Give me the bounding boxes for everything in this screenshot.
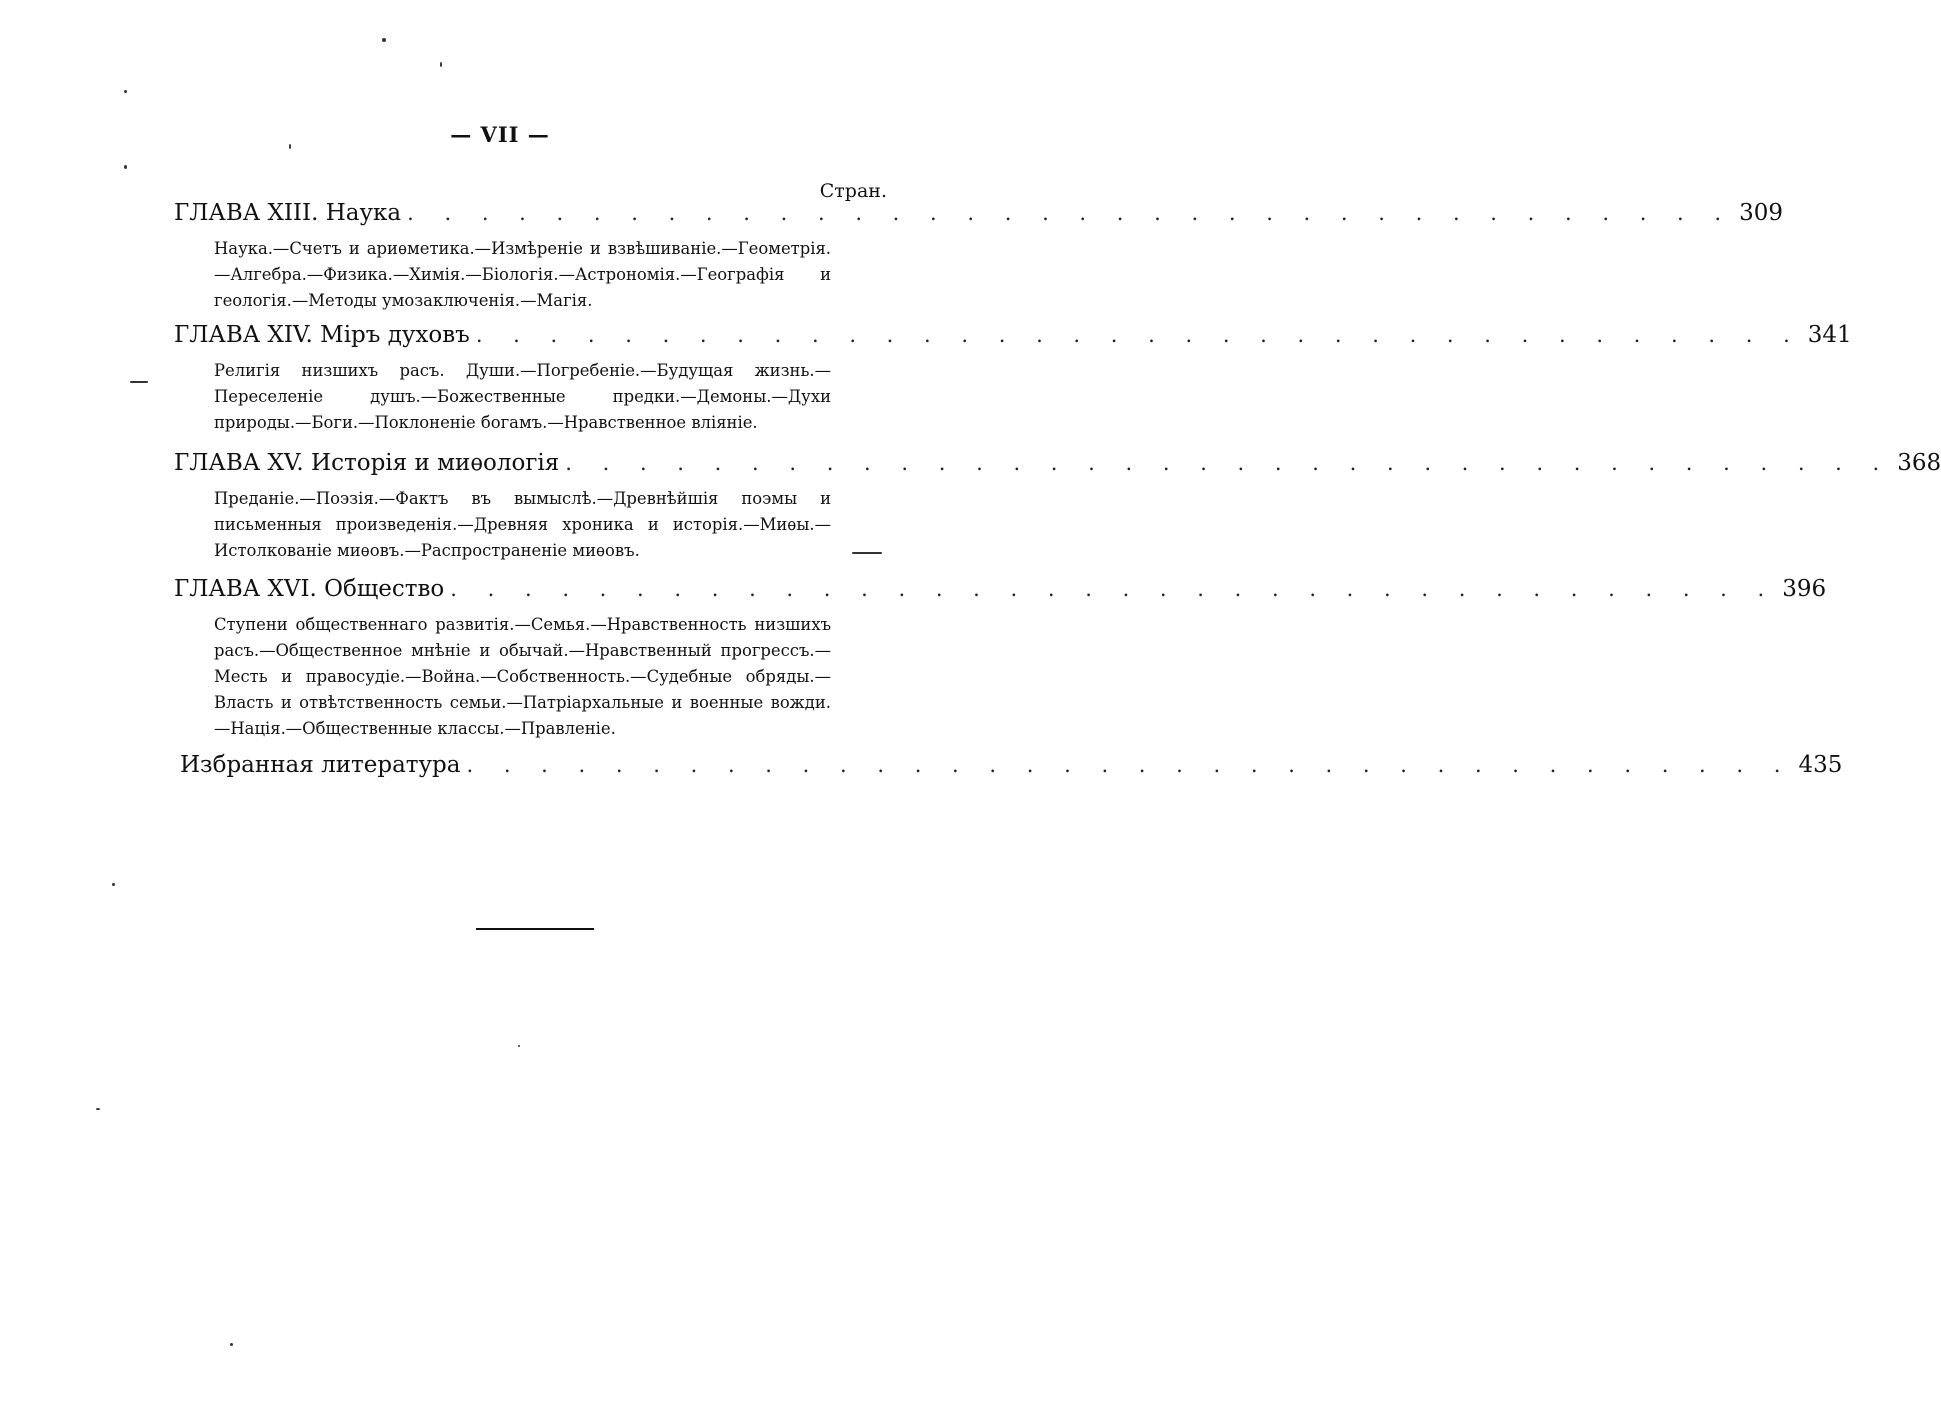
dot-leader: . . . . . . . . . . . . . . . . . . . . . . . . . . . . . . . . . . . .	[466, 753, 1793, 777]
chapter-page-number: 309	[1739, 200, 1783, 226]
chapter-title: ГЛАВА XIII. Наука	[174, 200, 402, 226]
chapter-description: Преданіе.—Поэзія.—Фактъ въ вымыслѣ.—Древнѣйшія поэмы и письменныя произведенія.—Древняя хроника и исторія.—Миѳы.—Истолкованіе миѳовъ.—Распространеніе миѳовъ.	[214, 489, 831, 560]
toc-entry-chapter-15	[174, 450, 1941, 580]
chapter-page-number: 396	[1782, 576, 1827, 602]
scan-speck	[230, 1343, 233, 1346]
bibliography-title: Избранная литература	[180, 752, 461, 778]
chapter-heading-line	[174, 322, 1852, 358]
closing-rule	[476, 928, 594, 930]
chapter-title: ГЛАВА XVI. Общество	[174, 576, 445, 602]
dot-leader: . . . . . . . . . . . . . . . . . . . . . . . . . . . . . . . . . . . .	[565, 451, 1892, 475]
scan-speck	[289, 144, 291, 149]
toc-entry-chapter-14	[174, 322, 1852, 452]
page-column-label: Стран.	[819, 180, 887, 202]
scan-speck	[852, 552, 882, 554]
toc-entry-bibliography	[180, 752, 1843, 788]
scan-speck	[124, 90, 127, 93]
chapter-heading-line	[174, 200, 1783, 236]
page-number-header: — VII —	[450, 122, 550, 147]
chapter-title: ГЛАВА XIV. Міръ духовъ	[174, 322, 470, 348]
dot-leader: . . . . . . . . . . . . . . . . . . . . . . . . . . . . . . . . . . . .	[407, 201, 1734, 225]
scan-speck	[518, 1045, 520, 1047]
bibliography-line	[180, 752, 1843, 788]
chapter-heading-line	[174, 576, 1827, 612]
chapter-title: ГЛАВА XV. Исторія и миѳологія	[174, 450, 560, 476]
scan-speck	[440, 62, 442, 67]
toc-entry-chapter-13	[174, 200, 1783, 330]
scan-speck	[130, 381, 148, 383]
dot-leader: . . . . . . . . . . . . . . . . . . . . . . . . . . . . . . . . . . . .	[475, 323, 1802, 347]
chapter-heading-line	[174, 450, 1941, 486]
dot-leader: . . . . . . . . . . . . . . . . . . . . . . . . . . . . . . . . . . . .	[450, 577, 1777, 601]
chapter-description: Ступени общественнаго развитія.—Семья.—Нравственность низшихъ расъ.—Общественное мнѣніе и обычай.—Нравственный прогрессъ.—Месть и правосудіе.—Война.—Собственность.—Судебные обряды.—Власть и отвѣтственность семьи.—Патріархальные и военные вожди.—Нація.—Общественные классы.—Правленіе.	[214, 615, 831, 738]
scan-speck	[96, 1108, 100, 1110]
chapter-description: Религія низшихъ расъ. Души.—Погребеніе.—Будущая жизнь.—Переселеніе душъ.—Божественные предки.—Демоны.—Духи природы.—Боги.—Поклоненіе богамъ.—Нравственное вліяніе.	[214, 361, 831, 432]
chapter-description: Наука.—Счетъ и ариѳметика.—Измѣреніе и взвѣшиваніе.—Геометрія.—Алгебра.—Физика.—Химія.—Біологія.—Астрономія.—Географія и геологія.—Методы умозаключенія.—Магія.	[214, 239, 831, 310]
scan-speck	[382, 38, 386, 42]
scan-speck	[112, 883, 115, 886]
toc-entry-chapter-16	[174, 576, 1827, 758]
chapter-page-number: 368	[1897, 450, 1941, 476]
bibliography-page-number: 435	[1798, 752, 1843, 778]
chapter-page-number: 341	[1807, 322, 1852, 348]
scan-speck	[124, 165, 127, 169]
